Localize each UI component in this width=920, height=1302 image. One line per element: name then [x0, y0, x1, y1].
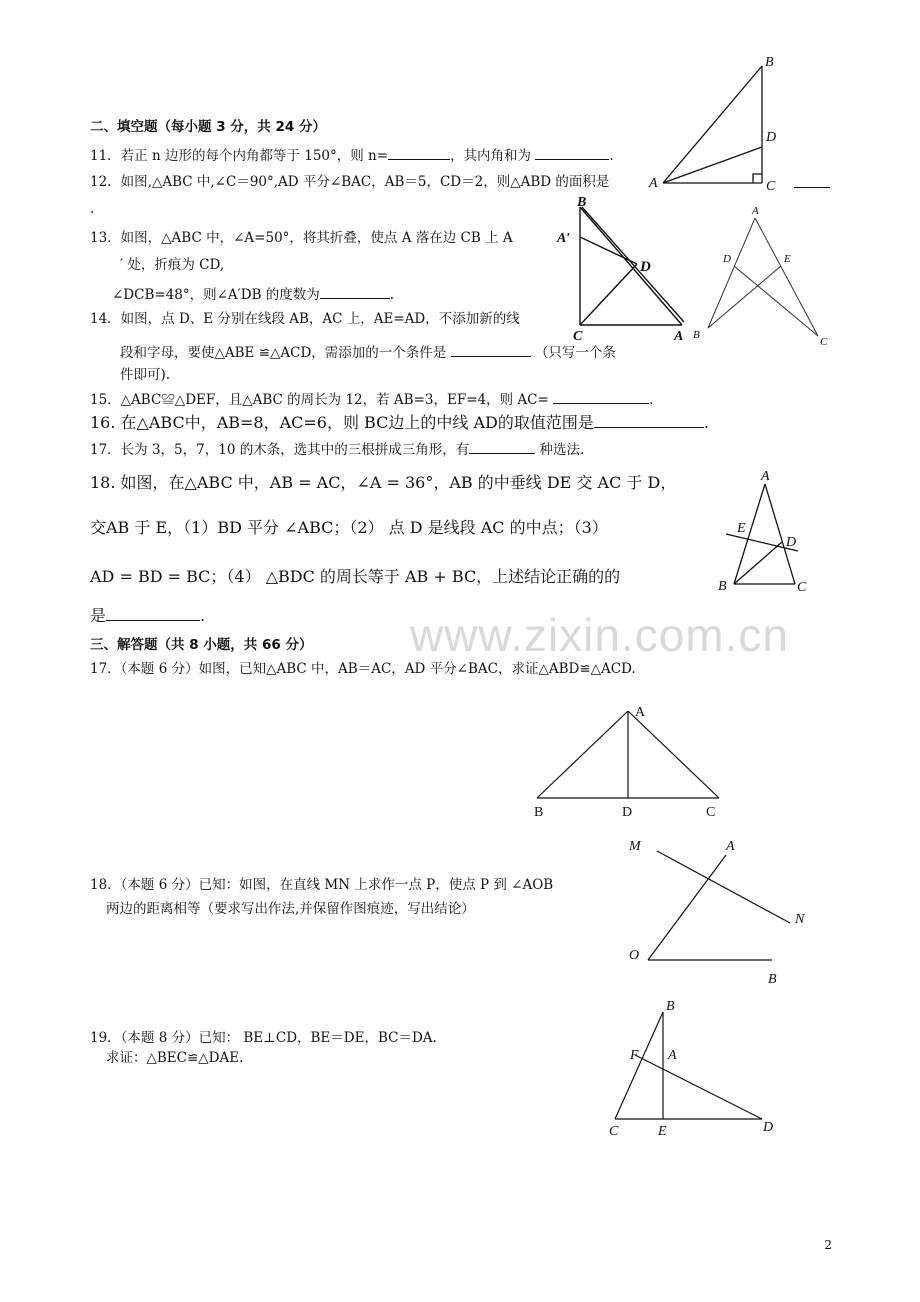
question-17-fill: 17．长为 3，5，7，10 的木条，选其中的三根拼成三角形，有 种选法. [90, 439, 584, 459]
figure-q12 [640, 50, 790, 195]
label-A: A [674, 329, 684, 344]
label-D: D [786, 535, 797, 550]
label-A-prime: A′ [557, 231, 571, 246]
label-B: B [718, 579, 727, 594]
question-13-line3: ∠DCB=48°，则∠A′DB 的度数为 . [112, 284, 394, 304]
label-D: D [723, 253, 731, 265]
label-O: O [629, 948, 640, 963]
label-D: D [640, 259, 651, 275]
figure-problem-19 [600, 995, 790, 1140]
page-number: 2 [824, 1238, 832, 1252]
problem-17: 17．（本题 6 分）如图，已知△ABC 中，AB＝AC，AD 平分∠BAC，求证△ABD≌△ACD. [90, 661, 636, 677]
label-A: A [635, 705, 646, 720]
label-F: F [630, 1048, 639, 1063]
watermark: www.zixin.com.cn [410, 609, 789, 661]
label-M: M [629, 839, 641, 854]
problem-18-line2: 两边的距离相等（要求写出作法,并保留作图痕迹，写出结论） [106, 901, 475, 917]
label-N: N [795, 912, 805, 927]
label-C: C [706, 805, 716, 820]
label-D: D [763, 1120, 774, 1135]
figure-problem-17 [525, 700, 735, 825]
figure-q18-fill [710, 465, 820, 595]
question-18-line3: AD = BD = BC；（4） △BDC 的周长等于 AB + BC，上述结论正确的的 [90, 567, 621, 586]
label-C: C [609, 1124, 619, 1139]
question-16: 16. 在△ABC中，AB=8，AC=6，则 BC边上的中线 AD的取值范围是 . [90, 413, 709, 432]
section2-title: 二、填空题（每小题 3 分，共 24 分） [90, 119, 326, 135]
label-A: A [649, 176, 658, 191]
label-E: E [784, 253, 791, 265]
label-D: D [622, 805, 633, 820]
label-E: E [737, 521, 746, 536]
label-B: B [534, 805, 544, 820]
label-C: C [820, 336, 828, 348]
label-B: B [765, 55, 774, 70]
question-14-line2: 段和字母，要使△ABE ≌△ACD，需添加的一个条件是 （只写一个条 [120, 342, 616, 362]
question-18-line4: 是 . [90, 606, 206, 625]
question-13-line1: 13．如图，△ABC 中，∠A=50°，将其折叠，使点 A 落在边 CB 上 A [90, 230, 513, 246]
question-18-line2: 交AB 于 E，（1）BD 平分 ∠ABC；（2） 点 D 是线段 AC 的中点；（3） [90, 518, 608, 537]
problem-19-line1: 19．（本题 8 分）已知： BE⊥CD，BE＝DE，BC＝DA. [90, 1030, 437, 1046]
question-14-line1: 14．如图，点 D、E 分别在线段 AB，AC 上，AE=AD，不添加新的线 [90, 311, 520, 327]
label-B: B [693, 329, 700, 341]
label-B: B [768, 972, 777, 987]
question-13-line2: ′ 处，折痕为 CD, [120, 257, 225, 273]
question-12-blank [794, 173, 830, 193]
label-E: E [658, 1124, 667, 1139]
question-15: 15．△ABC≌△DEF，且△ABC 的周长为 12，若 AB=3，EF=4，则 AC= . [90, 389, 653, 409]
label-B: B [666, 999, 675, 1014]
problem-19-line2: 求证：△BEC≌△DAE. [106, 1050, 244, 1066]
question-12: 12．如图,△ABC 中,∠C＝90°,AD 平分∠BAC，AB＝5，CD＝2，则△ABD 的面积是 [90, 174, 610, 190]
label-D: D [766, 130, 777, 145]
label-A: A [726, 839, 735, 854]
figure-problem-18 [620, 830, 820, 990]
section3-title: 三、解答题（共 8 小题，共 66 分） [90, 637, 313, 653]
label-A: A [752, 205, 759, 217]
question-12-end: . [90, 201, 95, 217]
figure-q14 [690, 200, 840, 350]
label-C: C [797, 580, 807, 595]
question-14-line3: 件即可). [120, 367, 171, 383]
label-A: A [761, 469, 770, 484]
figure-q13 [557, 194, 695, 344]
question-18-line1: 18. 如图，在△ABC 中，AB = AC，∠A = 36°，AB 的中垂线 DE 交 AC 于 D， [90, 473, 677, 492]
question-11: 11．若正 n 边形的每个内角都等于 150°，则 n= ，其内角和为 . [90, 145, 614, 165]
label-C: C [573, 329, 583, 344]
label-C: C [766, 179, 776, 194]
problem-18-line1: 18．（本题 6 分）已知：如图，在直线 MN 上求作一点 P，使点 P 到 ∠AOB [90, 877, 554, 893]
label-B: B [577, 195, 587, 210]
label-A: A [668, 1048, 677, 1063]
